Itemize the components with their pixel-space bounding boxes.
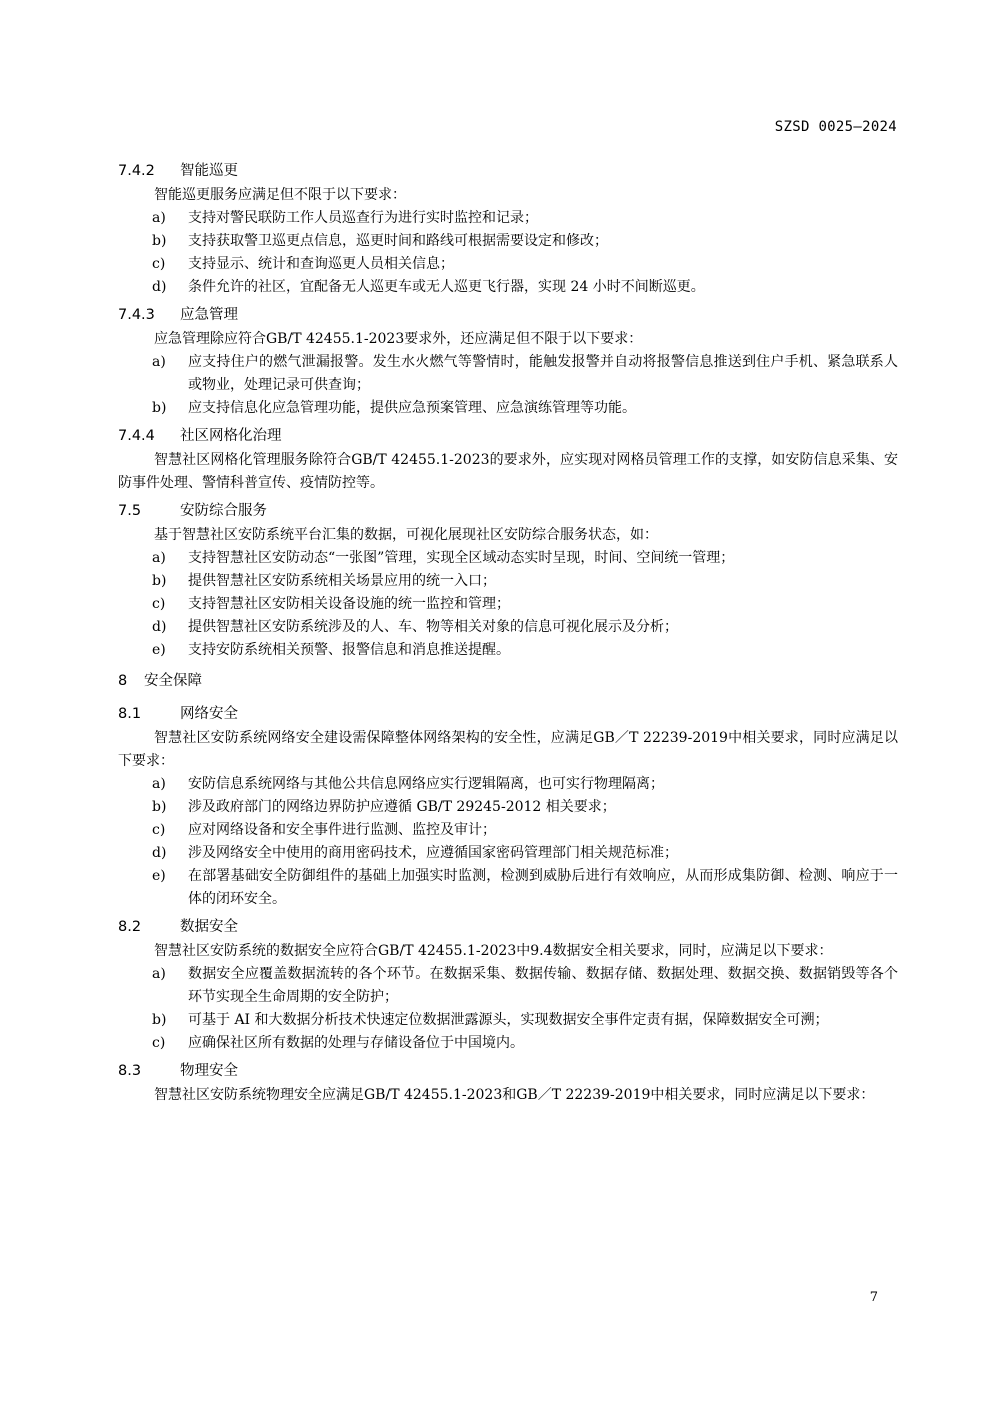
list-item-text: 支持获取警卫巡更点信息，巡更时间和路线可根据需要设定和修改；: [188, 233, 608, 249]
section-heading: [118, 1060, 898, 1083]
list-item: [118, 207, 898, 230]
list-item: [118, 1009, 898, 1032]
section-number: 7.4.3: [118, 307, 155, 323]
section: [118, 160, 898, 299]
section-title: 社区网格化治理: [180, 428, 282, 444]
list-item-marker: e): [152, 642, 166, 658]
section-intro: 智慧社区安防系统网络安全建设需保障整体网络架构的安全性，应满足GB／T 22239-2019中相关要求，同时应满足以下要求：: [118, 730, 898, 769]
list-item: [118, 276, 898, 299]
list-item-marker: b): [152, 1012, 167, 1028]
list-item: [118, 963, 898, 1009]
list-item-marker: b): [152, 799, 167, 815]
section-heading: [118, 500, 898, 523]
list-item: [118, 593, 898, 616]
section-heading: [118, 304, 898, 327]
list-item-text: 支持智慧社区安防相关设备设施的统一监控和管理；: [188, 596, 510, 612]
list-item: [118, 351, 898, 397]
section-intro: 应急管理除应符合GB/T 42455.1-2023要求外，还应满足但不限于以下要求：: [154, 331, 643, 347]
section-title: 物理安全: [180, 1063, 238, 1079]
list-item-text: 支持显示、统计和查询巡更人员相关信息；: [188, 256, 454, 272]
section-intro: 智慧社区安防系统的数据安全应符合GB/T 42455.1-2023中9.4数据安全相关要求，同时，应满足以下要求：: [154, 943, 833, 959]
list-item: [118, 397, 898, 420]
section-intro: 智慧社区网格化管理服务除符合GB/T 42455.1-2023的要求外，应实现对网格员管理工作的支撑，如安防信息采集、安防事件处理、警情科普宣传、疫情防控等。: [118, 452, 898, 491]
requirement-list: [118, 207, 898, 299]
document-body: [118, 160, 898, 1112]
list-item-text: 数据安全应覆盖数据流转的各个环节。在数据采集、数据传输、数据存储、数据处理、数据交换、数据销毁等各个环节实现全生命周期的安全防护；: [188, 966, 898, 1005]
list-item-marker: c): [152, 596, 166, 612]
section-heading: [118, 916, 898, 939]
list-item-text: 在部署基础安全防御组件的基础上加强实时监测，检测到威胁后进行有效响应，从而形成集防御、检测、响应于一体的闭环安全。: [188, 868, 898, 907]
section-heading: [118, 703, 898, 726]
page-number: 7: [869, 1290, 878, 1305]
list-item-marker: a): [152, 550, 166, 566]
list-item-text: 应支持信息化应急管理功能，提供应急预案管理、应急演练管理等功能。: [188, 400, 636, 416]
section: [118, 304, 898, 420]
list-item-text: 支持智慧社区安防动态“一张图”管理，实现全区域动态实时呈现，时间、空间统一管理；: [188, 550, 735, 566]
list-item: [118, 819, 898, 842]
list-item-marker: a): [152, 776, 166, 792]
list-item: [118, 773, 898, 796]
section: [118, 500, 898, 662]
list-item-marker: b): [152, 400, 167, 416]
list-item-marker: c): [152, 1035, 166, 1051]
list-item-text: 安防信息系统网络与其他公共信息网络应实行逻辑隔离，也可实行物理隔离；: [188, 776, 664, 792]
list-item-text: 应确保社区所有数据的处理与存储设备位于中国境内。: [188, 1035, 524, 1051]
section-number: 7.4.2: [118, 163, 155, 179]
list-item-text: 涉及政府部门的网络边界防护应遵循 GB/T 29245-2012 相关要求；: [188, 799, 616, 815]
section: [118, 670, 898, 693]
list-item-marker: a): [152, 354, 166, 370]
section-title: 智能巡更: [180, 163, 238, 179]
list-item: [118, 253, 898, 276]
section-number: 8.1: [118, 706, 142, 722]
list-item: [118, 570, 898, 593]
requirement-list: [118, 547, 898, 662]
list-item-text: 支持安防系统相关预警、报警信息和消息推送提醒。: [188, 642, 510, 658]
list-item: [118, 639, 898, 662]
section-number: 8: [118, 673, 128, 689]
list-item-text: 提供智慧社区安防系统相关场景应用的统一入口；: [188, 573, 496, 589]
list-item: [118, 1032, 898, 1055]
list-item-marker: b): [152, 233, 167, 249]
list-item-marker: d): [152, 845, 167, 861]
section: [118, 703, 898, 911]
section-title: 网络安全: [180, 706, 238, 722]
section-title: 安防综合服务: [180, 503, 267, 519]
requirement-list: [118, 963, 898, 1055]
section-number: 8.2: [118, 919, 142, 935]
list-item-marker: b): [152, 573, 167, 589]
list-item-marker: a): [152, 966, 166, 982]
list-item-text: 可基于 AI 和大数据分析技术快速定位数据泄露源头，实现数据安全事件定责有据，保障数据安全可溯；: [188, 1012, 829, 1028]
section-heading: [118, 670, 898, 693]
list-item: [118, 796, 898, 819]
section-heading: [118, 425, 898, 448]
section-title: 数据安全: [180, 919, 238, 935]
section-heading: [118, 160, 898, 183]
section-number: 8.3: [118, 1063, 142, 1079]
section-intro: 智慧社区安防系统物理安全应满足GB/T 42455.1-2023和GB／T 22239-2019中相关要求，同时应满足以下要求：: [154, 1087, 875, 1103]
requirement-list: [118, 773, 898, 911]
section-title: 安全保障: [144, 673, 202, 689]
list-item: [118, 616, 898, 639]
section-number: 7.5: [118, 503, 142, 519]
list-item-marker: c): [152, 256, 166, 272]
section: [118, 1060, 898, 1107]
list-item-marker: d): [152, 279, 167, 295]
list-item-text: 提供智慧社区安防系统涉及的人、车、物等相关对象的信息可视化展示及分析；: [188, 619, 678, 635]
section-intro: 智能巡更服务应满足但不限于以下要求：: [154, 187, 406, 203]
section-intro: 基于智慧社区安防系统平台汇集的数据，可视化展现社区安防综合服务状态，如：: [154, 527, 658, 543]
section: [118, 425, 898, 495]
section: [118, 916, 898, 1055]
section-title: 应急管理: [180, 307, 238, 323]
list-item: [118, 865, 898, 911]
list-item: [118, 842, 898, 865]
list-item-text: 支持对警民联防工作人员巡查行为进行实时监控和记录；: [188, 210, 538, 226]
requirement-list: [118, 351, 898, 420]
list-item: [118, 547, 898, 570]
list-item-text: 条件允许的社区，宜配备无人巡更车或无人巡更飞行器，实现 24 小时不间断巡更。: [188, 279, 705, 295]
list-item-text: 应支持住户的燃气泄漏报警。发生水火燃气等警情时，能触发报警并自动将报警信息推送到住户手机、紧急联系人或物业，处理记录可供查询；: [188, 354, 898, 393]
list-item-marker: d): [152, 619, 167, 635]
list-item-text: 应对网络设备和安全事件进行监测、监控及审计；: [188, 822, 496, 838]
list-item-text: 涉及网络安全中使用的商用密码技术，应遵循国家密码管理部门相关规范标准；: [188, 845, 678, 861]
section-number: 7.4.4: [118, 428, 155, 444]
list-item-marker: c): [152, 822, 166, 838]
document-code: SZSD 0025—2024: [774, 119, 897, 135]
list-item: [118, 230, 898, 253]
list-item-marker: a): [152, 210, 166, 226]
list-item-marker: e): [152, 868, 166, 884]
